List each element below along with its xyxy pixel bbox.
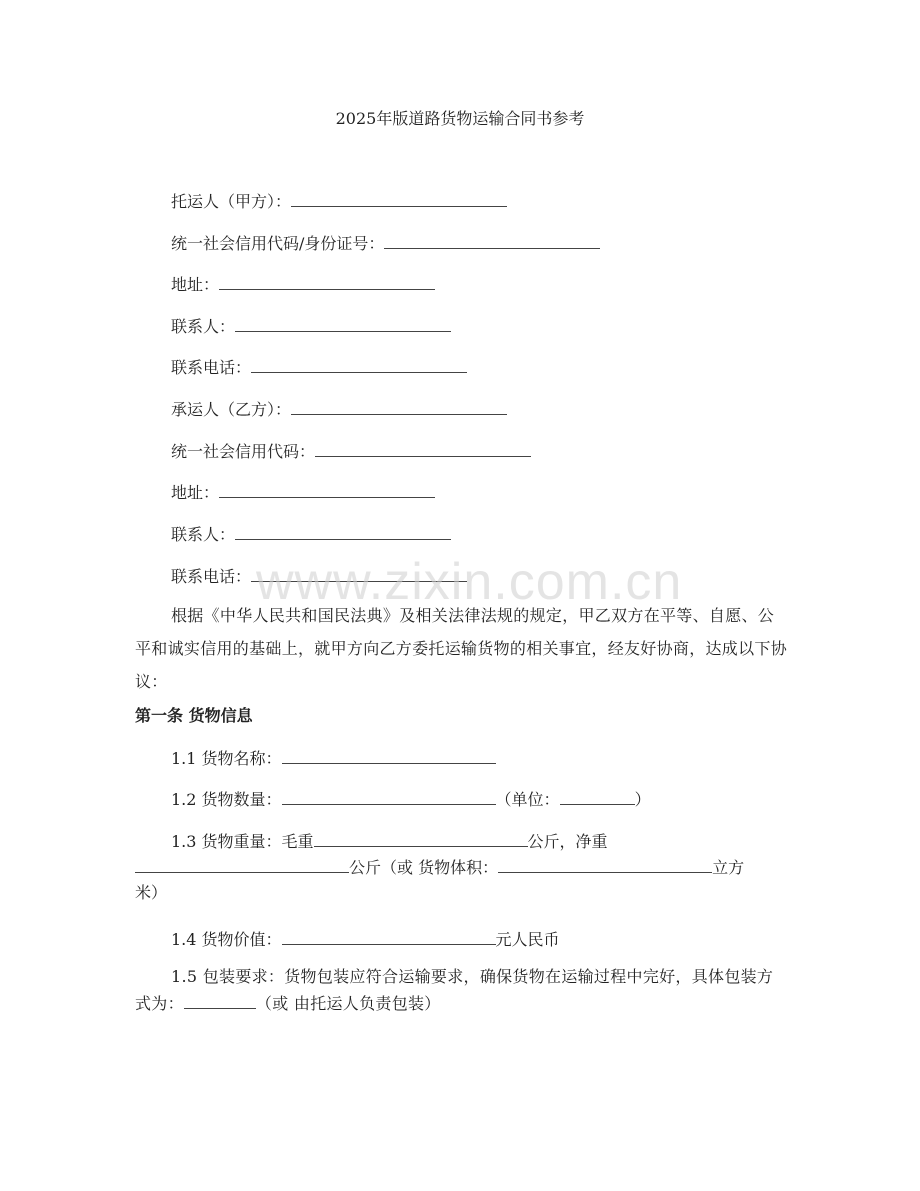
shipper-line	[171, 190, 507, 213]
shipper-credit-blank[interactable]	[384, 232, 600, 249]
shipper-address-label: 地址：	[171, 275, 220, 294]
carrier-credit-line	[171, 440, 531, 463]
item-1-5-end: （或 由托运人负责包装）	[255, 994, 441, 1013]
item-1-5	[135, 963, 787, 1017]
item-1-3-label: 1.3 货物重量：毛重	[171, 832, 314, 851]
document-title: 2025年版道路货物运输合同书参考	[335, 109, 585, 128]
item-1-4-blank[interactable]	[282, 928, 496, 945]
shipper-contact-blank[interactable]	[235, 315, 451, 332]
carrier-credit-label: 统一社会信用代码：	[171, 442, 316, 461]
carrier-contact-line	[171, 523, 451, 546]
shipper-credit-line	[171, 232, 600, 255]
carrier-blank[interactable]	[291, 398, 507, 415]
item-1-3-gross-blank[interactable]	[314, 830, 528, 847]
intro-paragraph: 根据《中华人民共和国民法典》及相关法律法规的规定，甲乙双方在平等、自愿、公平和诚实信用的基础上，就甲方向乙方委托运输货物的相关事宜，经友好协商，达成以下协议：	[135, 606, 788, 691]
shipper-contact-line	[171, 315, 451, 338]
article1-heading: 第一条 货物信息	[135, 706, 253, 725]
item-1-5-text: 1.5 包装要求：货物包装应符合运输要求，确保货物在运输过程中完好，具体包装方式为：	[135, 967, 774, 1013]
carrier-address-line	[171, 481, 435, 504]
shipper-phone-blank[interactable]	[251, 356, 467, 373]
shipper-phone-label: 联系电话：	[171, 358, 252, 377]
item-1-3-mid: 公斤，净重	[527, 832, 608, 851]
shipper-contact-label: 联系人：	[171, 317, 236, 336]
carrier-phone-blank[interactable]	[251, 565, 467, 582]
item-1-3-line1	[171, 830, 608, 853]
carrier-address-label: 地址：	[171, 483, 220, 502]
item-1-3-end-b: 米）	[135, 883, 168, 902]
item-1-4	[171, 928, 560, 951]
carrier-credit-blank[interactable]	[315, 440, 531, 457]
shipper-label: 托运人（甲方）：	[171, 192, 292, 211]
carrier-line	[171, 398, 507, 421]
item-1-1-label: 1.1 货物名称：	[171, 749, 282, 768]
carrier-phone-line	[171, 565, 467, 588]
item-1-3-mid2: 公斤（或 货物体积：	[349, 858, 499, 877]
item-1-1-blank[interactable]	[282, 747, 496, 764]
carrier-contact-label: 联系人：	[171, 525, 236, 544]
item-1-2	[171, 788, 651, 811]
shipper-phone-line	[171, 356, 467, 379]
item-1-2-unit-close: ）	[634, 790, 651, 809]
item-1-3-net-blank[interactable]	[135, 856, 349, 873]
item-1-1	[171, 747, 496, 770]
carrier-phone-label: 联系电话：	[171, 567, 252, 586]
shipper-address-line	[171, 273, 435, 296]
carrier-address-blank[interactable]	[219, 481, 435, 498]
shipper-blank[interactable]	[291, 190, 507, 207]
item-1-4-label: 1.4 货物价值：	[171, 930, 282, 949]
item-1-2-label: 1.2 货物数量：	[171, 790, 282, 809]
carrier-label: 承运人（乙方）：	[171, 400, 292, 419]
item-1-4-suffix: 元人民币	[495, 930, 560, 949]
item-1-3-volume-blank[interactable]	[498, 856, 712, 873]
item-1-2-blank[interactable]	[282, 788, 496, 805]
item-1-2-unit-blank[interactable]	[560, 788, 635, 805]
item-1-2-unit-open: （单位：	[495, 790, 560, 809]
item-1-3-line3	[135, 882, 167, 904]
watermark: www.zixin.com.cn	[256, 553, 683, 611]
item-1-5-blank[interactable]	[184, 992, 256, 1009]
shipper-address-blank[interactable]	[219, 273, 435, 290]
item-1-3-end-a: 立方	[712, 858, 745, 877]
item-1-3-line2	[135, 856, 744, 879]
shipper-credit-label: 统一社会信用代码/身份证号：	[171, 234, 385, 253]
carrier-contact-blank[interactable]	[235, 523, 451, 540]
